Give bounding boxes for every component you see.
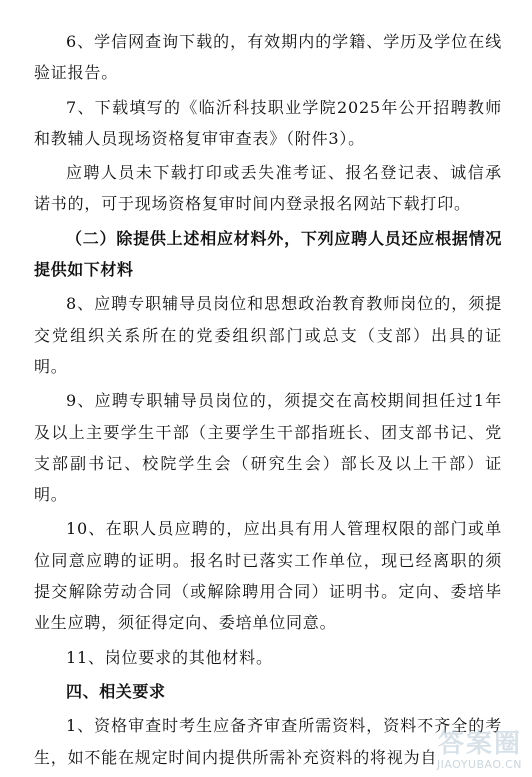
section-heading-requirements: 四、相关要求 <box>66 681 166 701</box>
paragraph-item-8: 8、应聘专职辅导员岗位和思想政治教育教师岗位的，须提交党组织关系所在的党委组织部门或总支（支部）出具的证明。 <box>34 294 502 376</box>
watermark-url: JIAOYUBAO.CN <box>436 758 522 771</box>
paragraph-ticket-note: 应聘人员未下载打印或丢失准考证、报名登记表、诚信承诺书的，可于现场资格复审时间内登录报名网站下载打印。 <box>34 163 502 214</box>
paragraph-item-10: 10、在职人员应聘的，应出具有用人管理权限的部门或单位同意应聘的证明。报名时已落实工作单位，现已经离职的须提交解除劳动合同（或解除聘用合同）证明书。定向、委培毕业生应聘，须征得定向、委培单位同意。 <box>34 519 502 633</box>
paragraph-item-11: 11、岗位要求的其他材料。 <box>66 647 273 667</box>
section-heading-additional-materials: （二）除提供上述相应材料外，下列应聘人员还应根据情况提供如下材料 <box>34 228 502 280</box>
paragraph-requirement-1: 1、资格审查时考生应备齐审查所需资料，资料不齐全的考生，如不能在规定时间内提供所需补充资料的将视为自 <box>34 716 502 767</box>
paragraph-item-9: 9、应聘专职辅导员岗位的，须提交在高校期间担任过1年及以上主要学生干部（主要学生干部指班长、团支部书记、党支部副书记、校院学生会（研究生会）部长及以上干部）证明。 <box>34 391 502 505</box>
watermark-logo: 答案圈 <box>437 729 522 759</box>
paragraph-item-7: 7、下载填写的《临沂科技职业学院2025年公开招聘教师和教辅人员现场资格复审审查表》（附件3）。 <box>34 97 502 148</box>
paragraph-item-6: 6、学信网查询下载的，有效期内的学籍、学历及学位在线验证报告。 <box>34 32 502 83</box>
